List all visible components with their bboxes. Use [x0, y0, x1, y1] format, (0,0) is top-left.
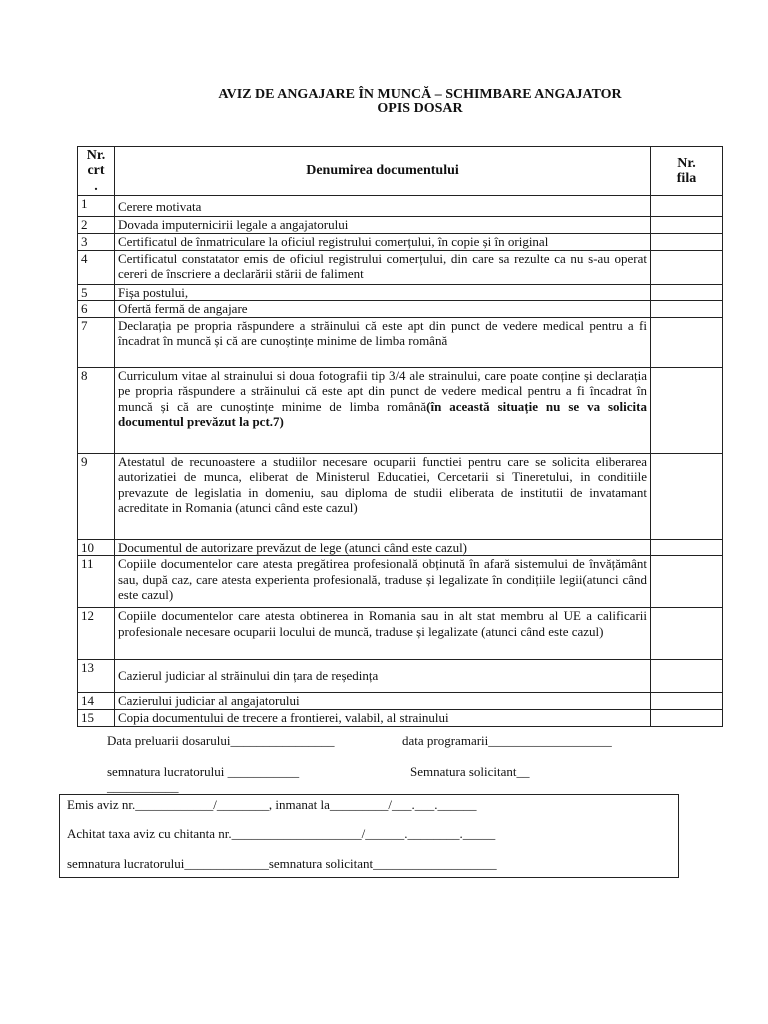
row-fila	[651, 710, 723, 727]
row-document: Cazierul judiciar al străinului din țara de reședința	[115, 660, 651, 693]
row-fila	[651, 693, 723, 710]
row-fila	[651, 217, 723, 234]
row-fila	[651, 234, 723, 251]
table-row	[78, 693, 723, 710]
semnaturi-line: semnatura lucratorului_____________semnatura solicitant___________________	[67, 856, 497, 871]
row-document-text: Curriculum vitae al strainului si doua fotografii tip 3/4 ale strainului, care poate conține și declarația pe propria răspundere a străinului că este apt din punct de vedere medical pentru a fi încadrat în muncă și că are cunoștințe minime de limba română	[118, 367, 647, 414]
row-fila	[651, 608, 723, 660]
table-row	[78, 284, 723, 301]
table-row	[78, 250, 723, 284]
opis-table	[77, 146, 723, 727]
row-fila	[651, 284, 723, 301]
col-nr-fila-line1: Nr.	[677, 155, 696, 171]
semnatura-solicitant-continuation: ___________	[107, 779, 179, 794]
row-number: 1	[78, 196, 115, 217]
table-header-row	[78, 147, 723, 196]
row-fila	[651, 660, 723, 693]
row-document: Fișa postului,	[115, 284, 651, 301]
table-row	[78, 301, 723, 318]
row-number: 12	[78, 608, 115, 660]
table-row	[78, 234, 723, 251]
row-document: Declarația pe propria răspundere a străinului că este apt din punct de vedere medical pentru a fi încadrat în muncă și că are cunoștințe minime de limba română	[115, 317, 651, 367]
row-document	[115, 367, 651, 453]
table-row	[78, 556, 723, 608]
data-preluarii-dosar: Data preluarii dosarului________________	[107, 733, 335, 748]
table-row	[78, 367, 723, 453]
col-document-header: Denumirea documentului	[115, 147, 651, 196]
row-number: 3	[78, 234, 115, 251]
emis-aviz-line: Emis aviz nr.____________/________, inmanat la_________/___.___.______	[67, 797, 477, 812]
row-number: 2	[78, 217, 115, 234]
row-fila	[651, 317, 723, 367]
table-row	[78, 217, 723, 234]
table-row	[78, 196, 723, 217]
row-fila	[651, 539, 723, 556]
data-programarii: data programarii___________________	[402, 733, 612, 748]
col-nr-fila-line2: fila	[676, 171, 697, 186]
table-row	[78, 539, 723, 556]
row-document: Certificatul de înmatriculare la oficiul registrului comerțului, în copie și în original	[115, 234, 651, 251]
document-title: AVIZ DE ANGAJARE ÎN MUNCĂ – SCHIMBARE ANGAJATOR	[218, 87, 622, 102]
table-row	[78, 710, 723, 727]
row-document: Dovada imputernicirii legale a angajatorului	[115, 217, 651, 234]
row-number: 7	[78, 317, 115, 367]
row-number: 15	[78, 710, 115, 727]
row-document: Copiile documentelor care atesta pregătirea profesională obținută în afară sistemului de învățământ sau, după caz, care atesta experienta profesională, traduse și legalizate în condițiile legii(atunci când este cazul)	[115, 556, 651, 608]
semnatura-lucrator-line: semnatura lucratorului ___________	[107, 764, 300, 779]
row-number: 5	[78, 284, 115, 301]
achitat-taxa-line: Achitat taxa aviz cu chitanta nr.____________________/______.________._____	[67, 826, 496, 841]
row-number: 9	[78, 453, 115, 539]
row-fila	[651, 196, 723, 217]
row-document-bold-note: (în această situație nu se va solicita documentul prevăzut la pct.7)	[118, 398, 647, 429]
row-number: 14	[78, 693, 115, 710]
row-document: Atestatul de recunoastere a studiilor necesare ocuparii functiei pentru care se solicita eliberarea autorizatiei de munca, eliberat de Ministerul Educatiei, Cercetarii si Tineretului, in conditiile prevazute de legislatia in domeniu, sau diploma de studii eliberata de institutii de invatamant acreditate in Romania (atunci când este cazul)	[115, 453, 651, 539]
document-subtitle: OPIS DOSAR	[377, 101, 463, 116]
row-document: Copia documentului de trecere a frontierei, valabil, al strainului	[115, 710, 651, 727]
row-number: 11	[78, 556, 115, 608]
row-document: Certificatul constatator emis de oficiul registrului comerțului, din care sa rezulte ca nu s-au operat cereri de înscriere a declarării stării de faliment	[115, 250, 651, 284]
row-document: Ofertă fermă de angajare	[115, 301, 651, 318]
col-nr-crt-line1: Nr.	[86, 147, 106, 163]
row-fila	[651, 453, 723, 539]
row-document: Copiile documentelor care atesta obtinerea in Romania sau in alt stat membru al UE a calificarii profesionale necesare ocuparii locului de muncă, traduse și legalizate (atunci când este cazul)	[115, 608, 651, 660]
row-number: 10	[78, 539, 115, 556]
semnatura-solicitant-line: Semnatura solicitant__	[410, 764, 530, 779]
col-nr-crt-line2: crt	[87, 163, 105, 179]
table-row	[78, 453, 723, 539]
row-document: Documentul de autorizare prevăzut de lege (atunci când este cazul)	[115, 539, 651, 556]
col-nr-crt-header	[78, 147, 115, 196]
row-number: 6	[78, 301, 115, 318]
aviz-issue-box	[59, 794, 679, 878]
row-fila	[651, 367, 723, 453]
col-nr-fila-header	[651, 147, 723, 196]
col-nr-crt-line3: .	[94, 178, 98, 194]
row-fila	[651, 556, 723, 608]
table-row	[78, 608, 723, 660]
row-fila	[651, 301, 723, 318]
row-number: 13	[78, 660, 115, 693]
row-number: 4	[78, 250, 115, 284]
table-row	[78, 317, 723, 367]
row-number: 8	[78, 367, 115, 453]
row-document: Cerere motivata	[115, 196, 651, 217]
row-fila	[651, 250, 723, 284]
table-row	[78, 660, 723, 693]
row-document: Cazierului judiciar al angajatorului	[115, 693, 651, 710]
